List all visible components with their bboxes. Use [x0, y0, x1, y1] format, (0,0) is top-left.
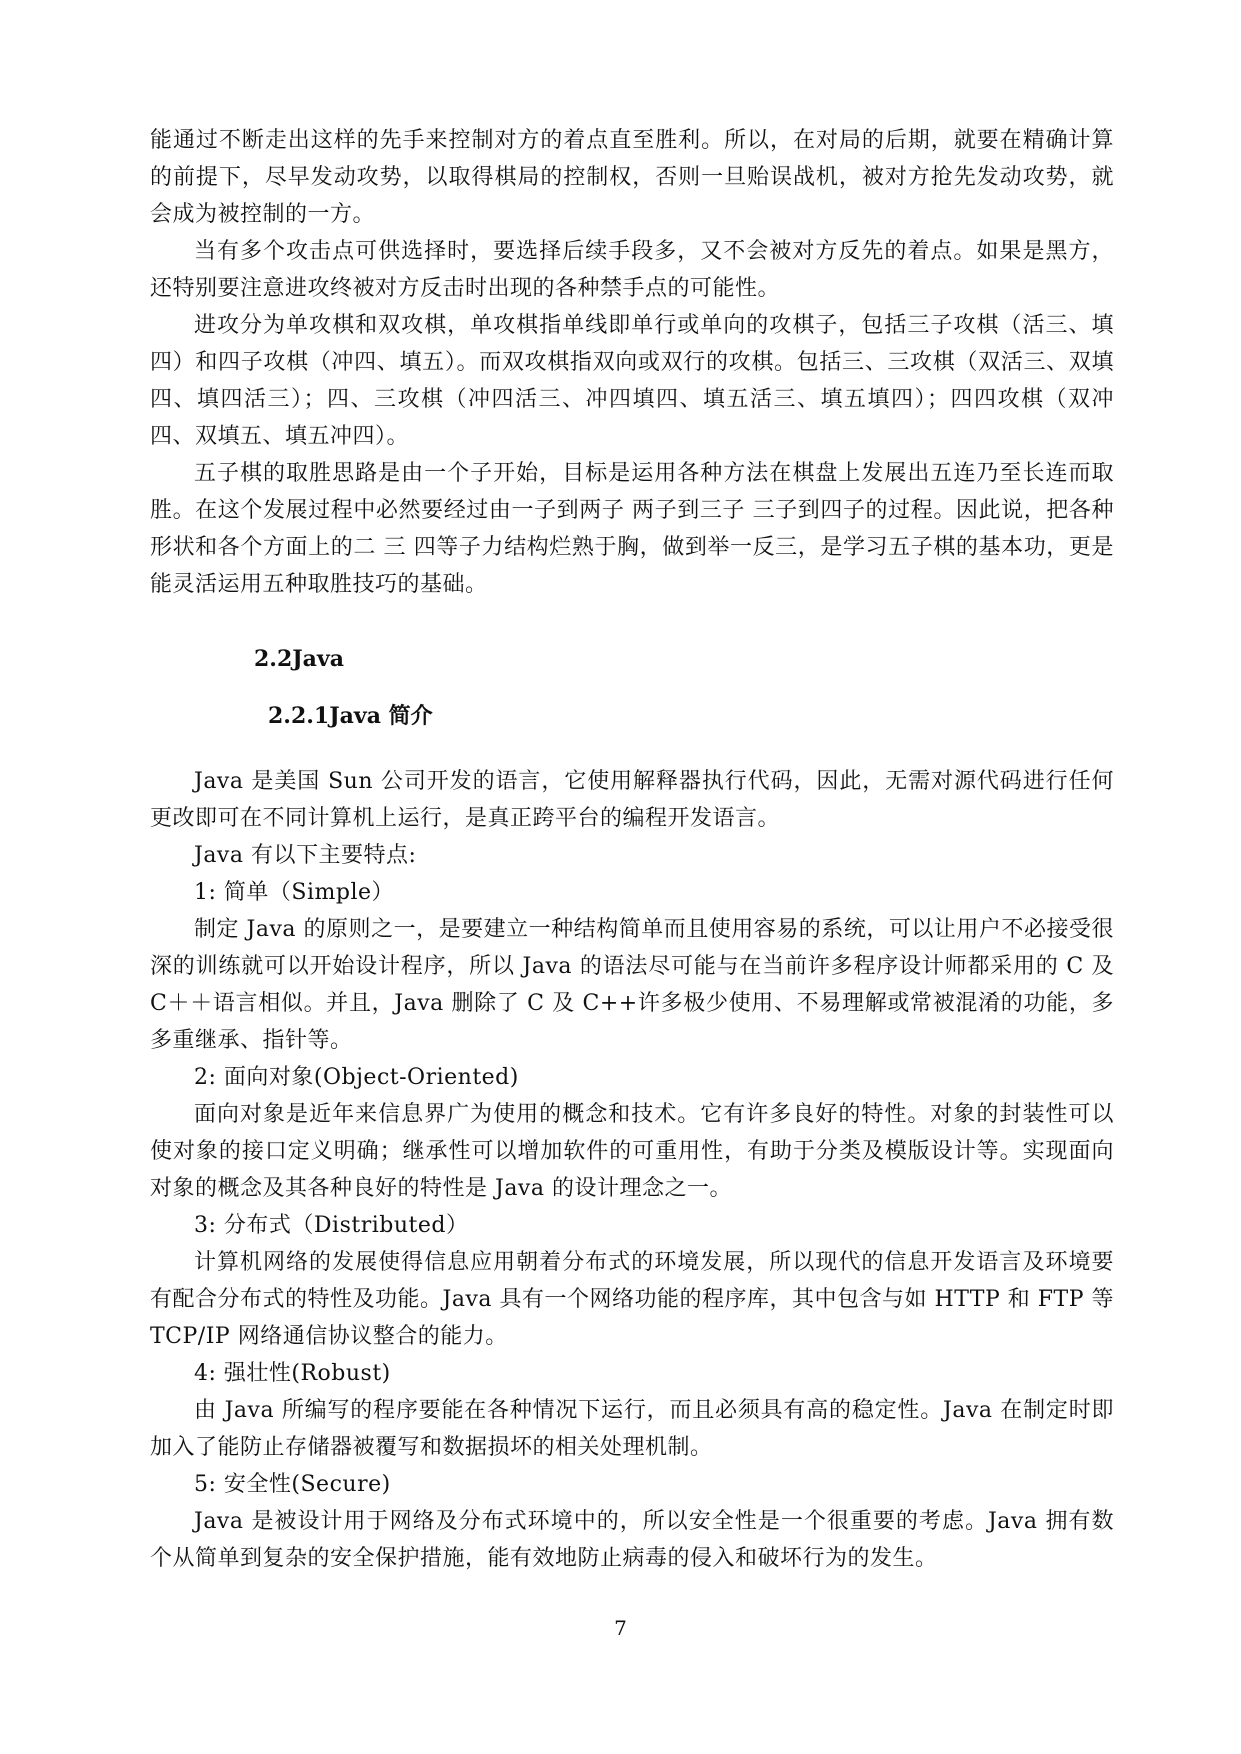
paragraph-distributed: 计算机网络的发展使得信息应用朝着分布式的环境发展，所以现代的信息开发语言及环境要有配合分布式的特性及功能。Java 具有一个网络功能的程序库，其中包含与如 HTTP 和 FTP 等 TCP/IP 网络通信协议整合的能力。	[150, 1250, 1114, 1349]
feature-heading-simple: 1: 简单（Simple）	[194, 880, 395, 905]
paragraph-java-intro: Java 是美国 Sun 公司开发的语言，它使用解释器执行代码，因此，无需对源代码进行任何更改即可在不同计算机上运行，是真正跨平台的编程开发语言。	[150, 769, 1114, 831]
page-number: 7	[614, 1616, 627, 1640]
document-page	[150, 122, 1114, 1577]
feature-heading-distributed: 3: 分布式（Distributed）	[194, 1213, 469, 1238]
subsection-heading: 2.2.1Java 简介	[268, 703, 433, 729]
paragraph-object-oriented: 面向对象是近年来信息界广为使用的概念和技术。它有许多良好的特性。对象的封装性可以使对象的接口定义明确；继承性可以增加软件的可重用性，有助于分类及模版设计等。实现面向对象的概念及其各种良好的特性是 Java 的设计理念之一。	[150, 1102, 1114, 1201]
paragraph-continuation: 能通过不断走出这样的先手来控制对方的着点直至胜利。所以，在对局的后期，就要在精确计算的前提下，尽早发动攻势，以取得棋局的控制权，否则一旦贻误战机，被对方抢先发动攻势，就会成为被控制的一方。	[150, 128, 1114, 227]
section-heading: 2.2Java	[254, 646, 344, 672]
feature-heading-robust: 4: 强壮性(Robust)	[194, 1361, 391, 1386]
paragraph-attack-types: 进攻分为单攻棋和双攻棋，单攻棋指单线即单行或单向的攻棋子，包括三子攻棋（活三、填四）和四子攻棋（冲四、填五）。而双攻棋指双向或双行的攻棋。包括三、三攻棋（双活三、双填四、填四活三）；四、三攻棋（冲四活三、冲四填四、填五活三、填五填四）；四四攻棋（双冲四、双填五、填五冲四）。	[150, 313, 1114, 449]
feature-heading-object-oriented: 2: 面向对象(Object-Oriented)	[194, 1065, 519, 1090]
paragraph-attack-points: 当有多个攻击点可供选择时，要选择后续手段多，又不会被对方反先的着点。如果是黑方，还特别要注意进攻终被对方反击时出现的各种禁手点的可能性。	[150, 239, 1114, 301]
paragraph-simple: 制定 Java 的原则之一，是要建立一种结构简单而且使用容易的系统，可以让用户不必接受很深的训练就可以开始设计程序，所以 Java 的语法尽可能与在当前许多程序设计师都采用的 C 及 C＋＋语言相似。并且，Java 删除了 C 及 C++许多极少使用、不易理解或常被混淆的功能，多多重继承、指针等。	[150, 917, 1114, 1053]
paragraph-secure: Java 是被设计用于网络及分布式环境中的，所以安全性是一个很重要的考虑。Java 拥有数个从简单到复杂的安全保护措施，能有效地防止病毒的侵入和破坏行为的发生。	[150, 1509, 1114, 1571]
paragraph-winning-strategy: 五子棋的取胜思路是由一个子开始，目标是运用各种方法在棋盘上发展出五连乃至长连而取胜。在这个发展过程中必然要经过由一子到两子 两子到三子 三子到四子的过程。因此说，把各种形状和各个方面上的二 三 四等子力结构烂熟于胸，做到举一反三，是学习五子棋的基本功，更是能灵活运用五种取胜技巧的基础。	[150, 461, 1114, 597]
paragraph-features-lead: Java 有以下主要特点:	[194, 843, 417, 868]
feature-heading-secure: 5: 安全性(Secure)	[194, 1472, 391, 1497]
paragraph-robust: 由 Java 所编写的程序要能在各种情况下运行，而且必须具有高的稳定性。Java 在制定时即加入了能防止存储器被覆写和数据损坏的相关处理机制。	[150, 1398, 1114, 1460]
